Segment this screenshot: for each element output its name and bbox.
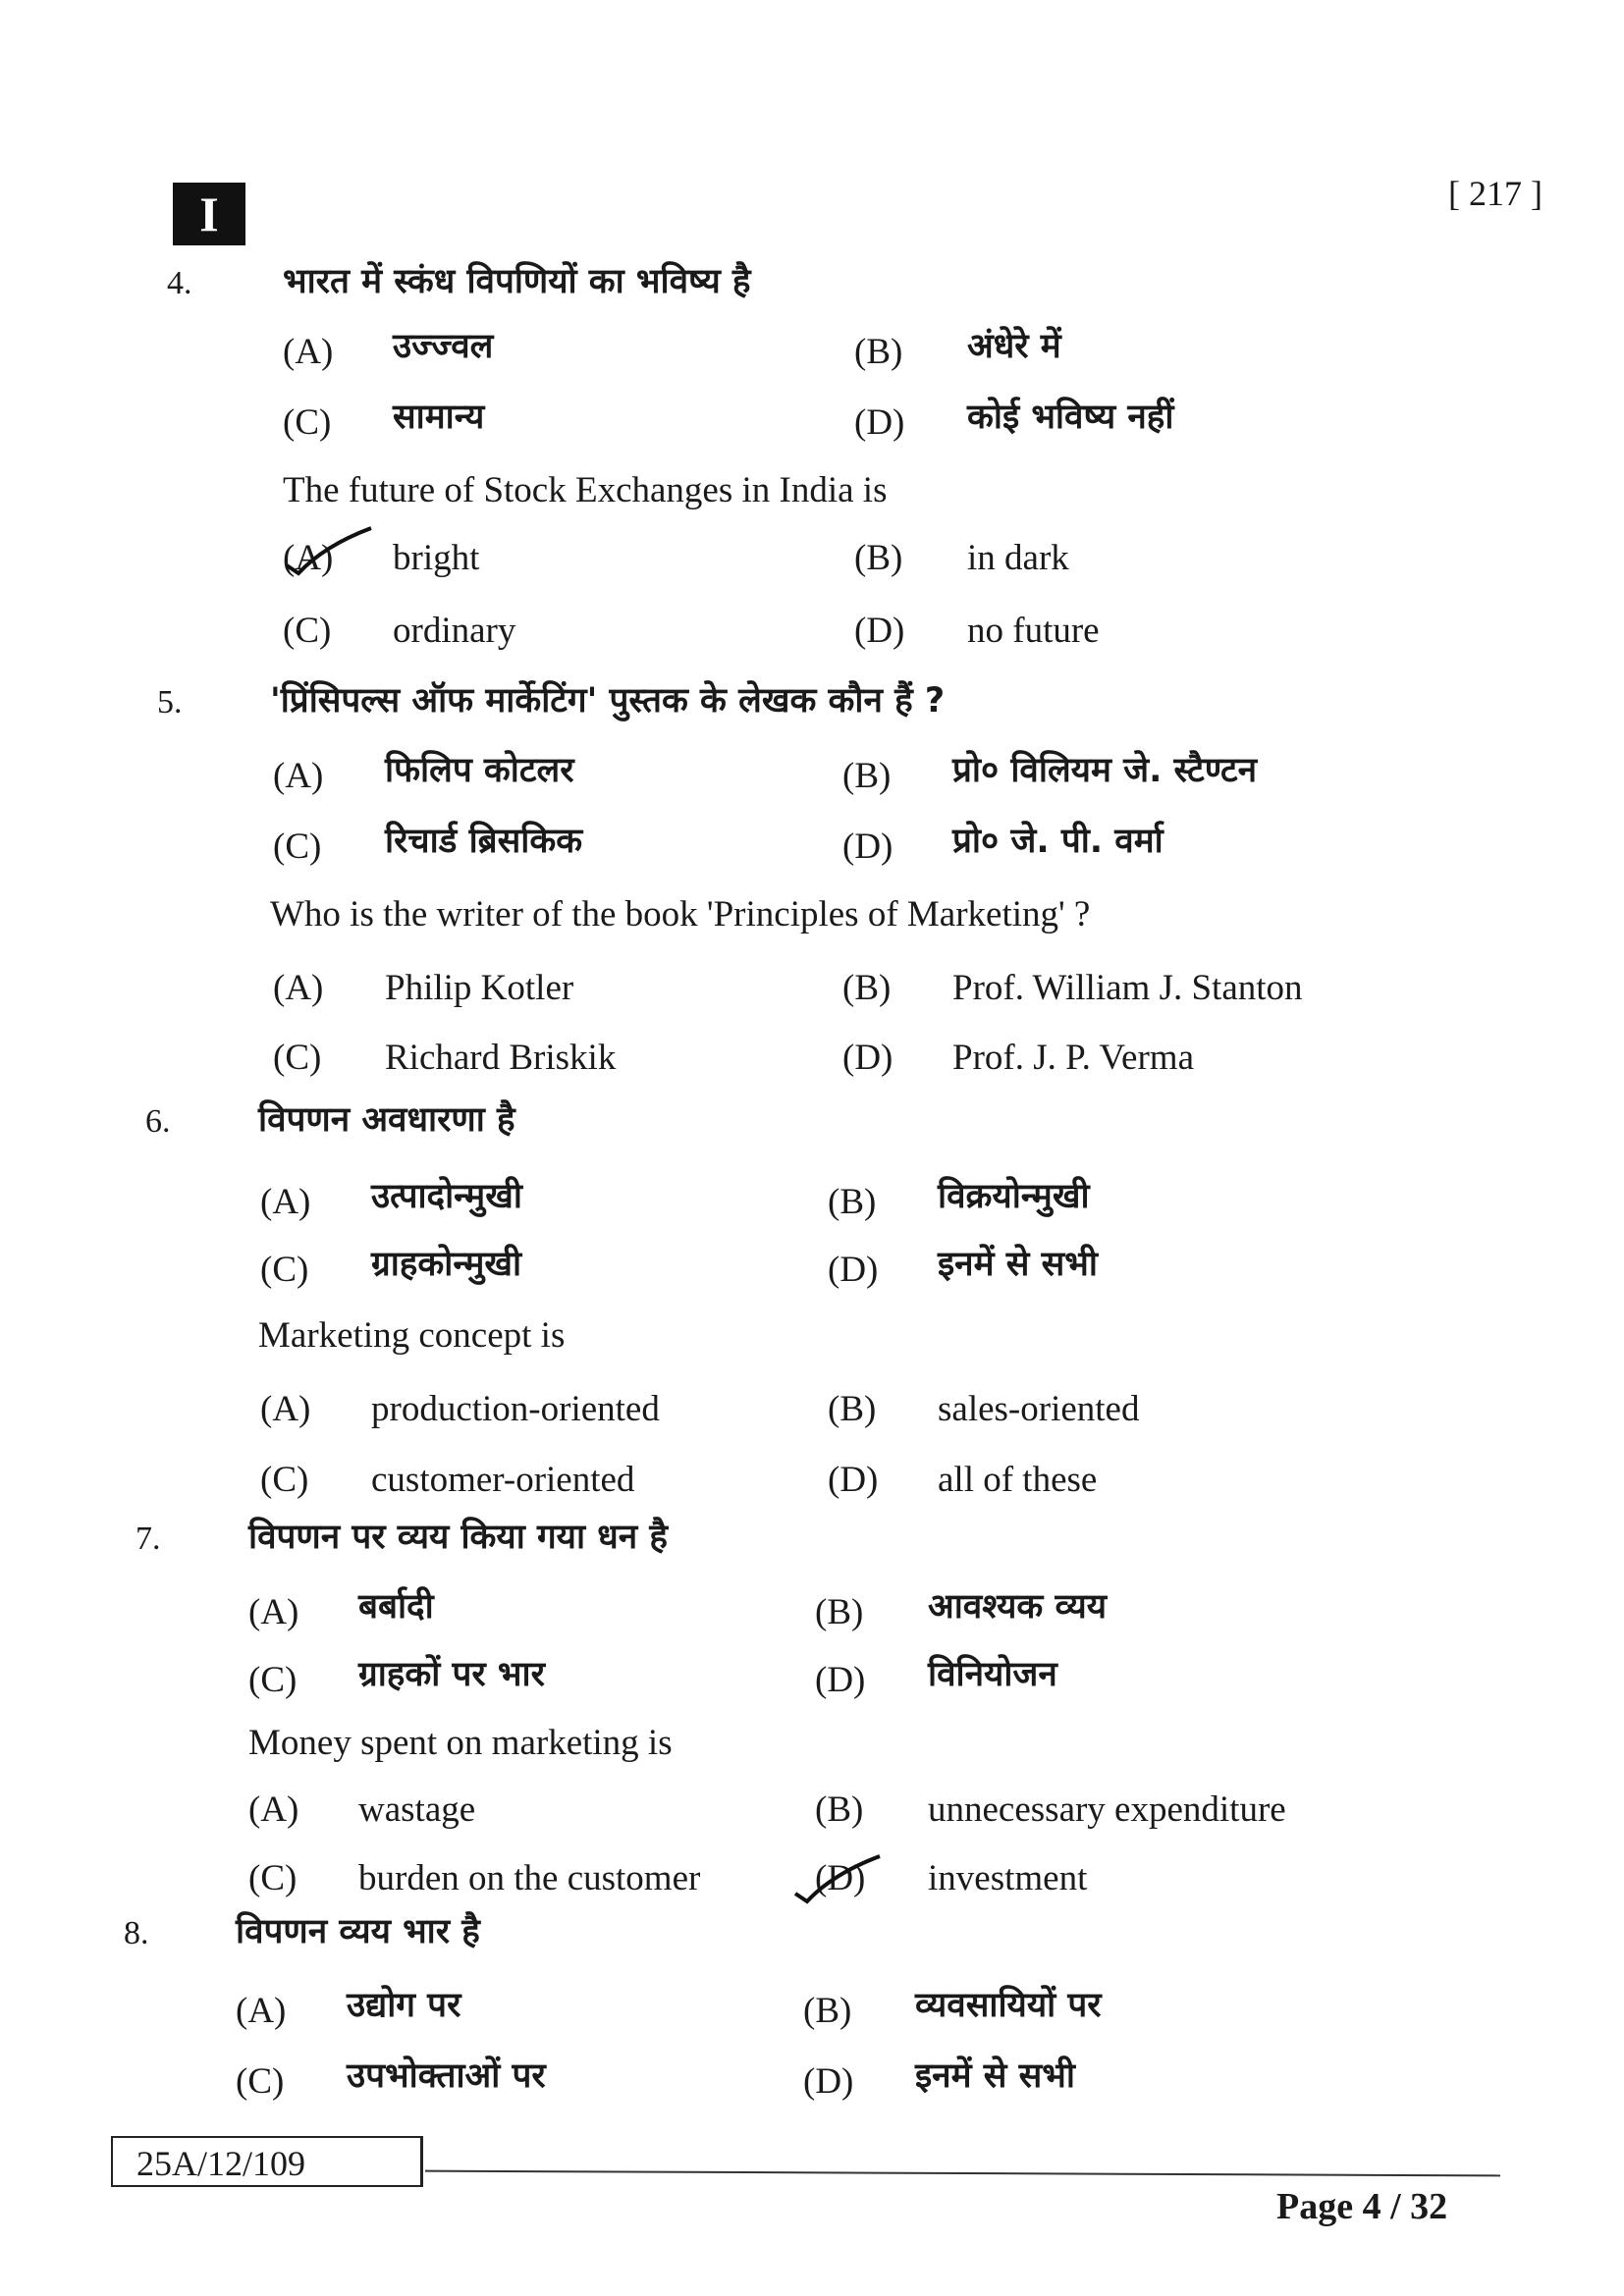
- option-text-hindi: रिचार्ड ब्रिसकिक: [385, 822, 583, 861]
- option-text-hindi: बर्बादी: [358, 1587, 434, 1627]
- option-text-english: production-oriented: [371, 1389, 660, 1429]
- question-number: 8.: [124, 1915, 149, 1951]
- option-letter: (C): [283, 611, 332, 651]
- option-text-hindi: उपभोक्ताओं पर: [347, 2056, 546, 2096]
- option-letter: (D): [842, 1038, 893, 1078]
- option-letter: (C): [273, 1038, 322, 1078]
- option-letter: (B): [815, 1592, 864, 1632]
- footer-divider: [425, 2170, 1500, 2177]
- option-text-hindi: आवश्यक व्यय: [928, 1587, 1108, 1627]
- question-text-hindi: भारत में स्कंध विपणियों का भविष्य है: [283, 262, 751, 301]
- question-set-label: I: [173, 183, 245, 245]
- option-text-hindi: व्यवसायियों पर: [915, 1986, 1102, 2025]
- option-letter: (D): [828, 1460, 879, 1500]
- question-number: 7.: [135, 1521, 161, 1557]
- question-text-english: Who is the writer of the book 'Principles of Marketing' ?: [270, 894, 1091, 934]
- option-text-english: bright: [393, 538, 480, 578]
- option-letter: (C): [248, 1660, 298, 1700]
- question-text-english: Marketing concept is: [258, 1315, 566, 1356]
- option-letter: (B): [815, 1789, 864, 1830]
- option-letter: (D): [854, 611, 905, 651]
- option-text-english: Prof. William J. Stanton: [952, 968, 1303, 1008]
- option-text-english: Philip Kotler: [385, 968, 574, 1008]
- option-letter: (A): [260, 1182, 311, 1222]
- option-letter: (D): [803, 2061, 854, 2102]
- option-letter: (B): [854, 538, 903, 578]
- option-letter: (A): [236, 1991, 287, 2031]
- option-text-hindi: उत्पादोन्मुखी: [371, 1177, 522, 1216]
- option-letter: (C): [283, 402, 332, 443]
- option-text-hindi: विक्रयोन्मुखी: [938, 1177, 1090, 1216]
- option-text-hindi: उज्ज्वल: [393, 327, 494, 366]
- option-text-english: Richard Briskik: [385, 1038, 617, 1078]
- option-letter: (A): [273, 756, 324, 796]
- option-text-hindi: ग्राहकों पर भार: [358, 1655, 545, 1694]
- option-text-hindi: अंधेरे में: [967, 327, 1061, 366]
- option-text-english: sales-oriented: [938, 1389, 1140, 1429]
- option-text-english: wastage: [358, 1789, 476, 1830]
- option-letter: (A): [273, 968, 324, 1008]
- question-number: 5.: [157, 684, 183, 721]
- option-letter: (D): [828, 1250, 879, 1290]
- option-text-hindi: विनियोजन: [928, 1655, 1057, 1694]
- option-text-english: ordinary: [393, 611, 516, 651]
- question-text-english: Money spent on marketing is: [248, 1723, 673, 1763]
- option-letter: (B): [828, 1389, 877, 1429]
- option-text-hindi: प्रो० विलियम जे. स्टैण्टन: [952, 751, 1258, 790]
- option-letter: (A): [260, 1389, 311, 1429]
- option-letter: (D): [854, 402, 905, 443]
- option-text-hindi: प्रो० जे. पी. वर्मा: [952, 822, 1164, 861]
- option-letter: (C): [273, 827, 322, 867]
- option-letter: (A): [283, 332, 334, 372]
- option-text-hindi: सामान्य: [393, 398, 485, 437]
- option-text-english: Prof. J. P. Verma: [952, 1038, 1194, 1078]
- option-text-hindi: इनमें से सभी: [915, 2056, 1075, 2096]
- option-letter: (C): [236, 2061, 285, 2102]
- option-letter: (B): [854, 332, 903, 372]
- question-text-english: The future of Stock Exchanges in India is: [283, 470, 888, 510]
- option-text-english: investment: [928, 1858, 1088, 1898]
- question-text-hindi: विपणन पर व्यय किया गया धन है: [248, 1518, 668, 1557]
- option-letter: (B): [828, 1182, 877, 1222]
- option-text-english: no future: [967, 611, 1100, 651]
- answer-tick-mark: [793, 1854, 882, 1903]
- option-letter: (D): [815, 1858, 866, 1898]
- option-letter: (C): [248, 1858, 298, 1898]
- option-letter: (D): [842, 827, 893, 867]
- option-letter: (B): [842, 968, 892, 1008]
- option-text-english: unnecessary expenditure: [928, 1789, 1286, 1830]
- page-number: Page 4 / 32: [1276, 2186, 1448, 2227]
- question-number: 6.: [145, 1103, 171, 1140]
- option-text-hindi: उद्योग पर: [347, 1986, 461, 2025]
- option-letter: (B): [842, 756, 892, 796]
- option-letter: (C): [260, 1460, 309, 1500]
- option-text-hindi: ग्राहकोन्मुखी: [371, 1245, 522, 1284]
- option-letter: (C): [260, 1250, 309, 1290]
- option-text-english: burden on the customer: [358, 1858, 701, 1898]
- question-text-hindi: विपणन व्यय भार है: [236, 1912, 480, 1951]
- question-text-hindi: 'प्रिंसिपल्स ऑफ मार्केटिंग' पुस्तक के लेखक कौन हैं ?: [270, 681, 946, 721]
- option-letter: (A): [248, 1789, 299, 1830]
- option-text-english: in dark: [967, 538, 1069, 578]
- question-text-hindi: विपणन अवधारणा है: [258, 1100, 515, 1140]
- option-text-english: customer-oriented: [371, 1460, 635, 1500]
- question-number: 4.: [167, 265, 192, 301]
- option-text-hindi: कोई भविष्य नहीं: [967, 398, 1174, 437]
- paper-code: 25A/12/109: [111, 2136, 423, 2187]
- page-reference: [ 217 ]: [1448, 174, 1543, 213]
- option-text-english: all of these: [938, 1460, 1098, 1500]
- answer-tick-mark: [283, 526, 373, 578]
- option-letter: (A): [283, 538, 334, 578]
- option-letter: (B): [803, 1991, 852, 2031]
- option-letter: (D): [815, 1660, 866, 1700]
- option-letter: (A): [248, 1592, 299, 1632]
- option-text-hindi: इनमें से सभी: [938, 1245, 1098, 1284]
- option-text-hindi: फिलिप कोटलर: [385, 751, 574, 790]
